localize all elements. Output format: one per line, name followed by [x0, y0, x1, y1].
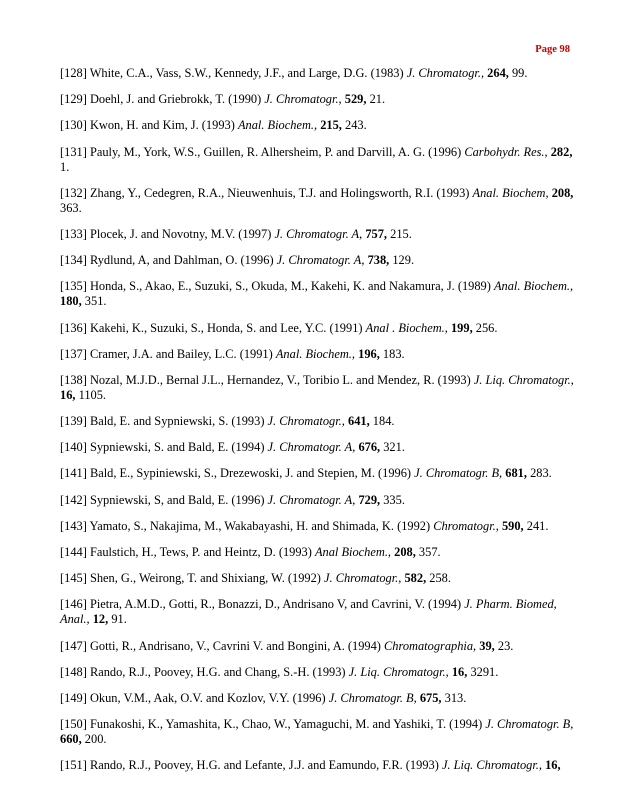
- reference-entry: [60, 545, 580, 560]
- reference-authors: Funakoshi, K., Yamashita, K., Chao, W., Yamaguchi, M. and Yashiki, T. (1994): [89, 717, 486, 732]
- reference-number: [151]: [60, 758, 87, 773]
- reference-number: [132]: [60, 185, 87, 200]
- reference-entry: [60, 639, 580, 654]
- reference-pages: 258.: [429, 571, 451, 586]
- reference-authors: Rydlund, A, and Dahlman, O. (1996): [89, 253, 277, 268]
- reference-number: [131]: [60, 144, 87, 159]
- reference-authors: Sypniewski, S, and Bald, E. (1996): [89, 492, 268, 507]
- reference-pages: 23.: [497, 638, 514, 653]
- reference-volume: 282,: [550, 144, 573, 159]
- reference-authors: Doehl, J. and Griebrokk, T. (1990): [89, 92, 265, 107]
- reference-volume: 39,: [479, 638, 495, 653]
- reference-authors: Pauly, M., York, W.S., Guillen, R. Alhersheim, P. and Darvill, A. G. (1996): [89, 144, 465, 159]
- reference-pages: 241.: [526, 518, 549, 533]
- reference-journal: J. Liq. Chromatogr.,: [348, 664, 449, 679]
- reference-entry: [60, 66, 580, 81]
- reference-pages: 215.: [390, 226, 412, 241]
- reference-authors: Rando, R.J., Poovey, H.G. and Chang, S.-H. (1993): [89, 664, 349, 679]
- reference-pages: 184.: [372, 414, 395, 429]
- reference-volume: 16,: [545, 758, 561, 773]
- reference-journal: J. Chromatogr. A,: [274, 226, 363, 241]
- reference-journal: J. Chromatogr.,: [267, 414, 345, 429]
- reference-pages: 3291.: [470, 664, 499, 679]
- reference-pages: 283.: [530, 466, 552, 481]
- reference-pages: 1.: [60, 159, 70, 174]
- reference-number: [140]: [60, 440, 87, 455]
- reference-number: [128]: [60, 66, 87, 80]
- reference-volume: 16,: [60, 387, 76, 402]
- reference-pages: 243.: [345, 118, 367, 133]
- reference-volume: 641,: [348, 414, 370, 429]
- reference-number: [139]: [60, 414, 87, 429]
- reference-number: [142]: [60, 492, 87, 507]
- reference-number: [150]: [60, 717, 87, 732]
- reference-authors: Bald, E. and Sypniewski, S. (1993): [89, 414, 268, 429]
- reference-number: [135]: [60, 279, 87, 294]
- reference-number: [138]: [60, 372, 87, 387]
- reference-entry: [60, 373, 580, 403]
- reference-entry: [60, 118, 580, 133]
- reference-entry: [60, 691, 580, 706]
- reference-journal: J. Chromatogr. A,: [276, 253, 365, 268]
- reference-volume: 590,: [501, 518, 524, 533]
- reference-volume: 12,: [92, 612, 109, 627]
- reference-number: [134]: [60, 253, 87, 268]
- reference-pages: 183.: [382, 346, 405, 361]
- reference-pages: 321.: [383, 440, 405, 455]
- reference-pages: 91.: [111, 612, 127, 627]
- reference-pages: 256.: [475, 320, 498, 335]
- reference-entry: [60, 253, 580, 268]
- reference-volume: 681,: [505, 466, 527, 481]
- reference-journal: J. Liq. Chromatogr.,: [473, 372, 574, 387]
- reference-journal: Anal. Biochem.,: [493, 279, 574, 294]
- page-number: Page 98: [535, 44, 570, 55]
- reference-journal: J. Chromatogr. B,: [414, 466, 503, 481]
- reference-entry: [60, 347, 580, 362]
- reference-entry: [60, 758, 580, 773]
- reference-volume: 199,: [450, 320, 473, 335]
- reference-journal: Carbohydr. Res.,: [464, 144, 548, 159]
- reference-volume: 729,: [358, 492, 381, 507]
- reference-volume: 196,: [358, 346, 380, 361]
- reference-journal: J. Chromatogr.,: [324, 571, 402, 586]
- reference-journal: J. Chromatogr.,: [406, 66, 485, 80]
- reference-entry: [60, 493, 580, 508]
- reference-entry: [60, 145, 580, 175]
- reference-volume: 264,: [487, 66, 509, 80]
- reference-entry: [60, 186, 580, 216]
- reference-volume: 675,: [419, 690, 442, 705]
- reference-number: [141]: [60, 466, 87, 481]
- reference-journal: J. Liq. Chromatogr.,: [441, 758, 542, 773]
- reference-entry: [60, 279, 580, 309]
- reference-volume: 215,: [320, 118, 342, 133]
- reference-entry: [60, 227, 580, 242]
- reference-authors: Plocek, J. and Novotny, M.V. (1997): [89, 226, 275, 241]
- reference-number: [130]: [60, 118, 87, 133]
- reference-number: [143]: [60, 518, 87, 533]
- reference-pages: 200.: [84, 732, 107, 747]
- reference-journal: Anal. Biochem.,: [275, 346, 356, 361]
- reference-journal: Chromatographia,: [384, 638, 477, 653]
- reference-number: [136]: [60, 320, 87, 335]
- reference-entry: [60, 571, 580, 586]
- reference-entry: [60, 665, 580, 680]
- reference-journal: Chromatogr.,: [433, 518, 499, 533]
- reference-journal: J. Chromatogr. B,: [328, 690, 417, 705]
- reference-volume: 738,: [367, 253, 390, 268]
- reference-entry: [60, 717, 580, 747]
- reference-journal: J. Chromatogr.,: [264, 92, 342, 107]
- reference-entry: [60, 466, 580, 481]
- reference-authors: Okun, V.M., Aak, O.V. and Kozlov, V.Y. (1996): [89, 690, 329, 705]
- reference-number: [145]: [60, 571, 87, 586]
- reference-volume: 757,: [365, 226, 388, 241]
- reference-entry: [60, 519, 580, 534]
- reference-journal: Anal . Biochem.,: [365, 320, 448, 335]
- reference-volume: 676,: [358, 440, 381, 455]
- reference-authors: Sypniewski, S. and Bald, E. (1994): [89, 440, 268, 455]
- reference-number: [133]: [60, 226, 87, 241]
- reference-volume: 208,: [394, 545, 416, 559]
- reference-pages: 313.: [444, 690, 467, 705]
- reference-number: [129]: [60, 92, 87, 107]
- reference-journal: J. Chromatogr. A,: [267, 492, 356, 507]
- reference-authors: White, C.A., Vass, S.W., Kennedy, J.F., and Large, D.G. (1983): [89, 66, 407, 80]
- reference-journal: Anal Biochem.,: [314, 545, 392, 559]
- reference-volume: 180,: [60, 294, 82, 309]
- reference-number: [146]: [60, 597, 87, 612]
- reference-pages: 21.: [369, 92, 386, 107]
- reference-pages: 363.: [60, 200, 82, 215]
- reference-entry: [60, 321, 580, 336]
- reference-volume: 16,: [451, 664, 468, 679]
- reference-authors: Kakehi, K., Suzuki, S., Honda, S. and Lee, Y.C. (1991): [89, 320, 366, 335]
- reference-authors: Honda, S., Akao, E., Suzuki, S., Okuda, M., Kakehi, K. and Nakamura, J. (1989): [89, 279, 494, 294]
- reference-authors: Shen, G., Weirong, T. and Shixiang, W. (1992): [89, 571, 325, 586]
- reference-authors: Cramer, J.A. and Bailey, L.C. (1991): [89, 346, 276, 361]
- reference-journal: Anal. Biochem.,: [237, 118, 318, 133]
- reference-volume: 208,: [551, 185, 574, 200]
- reference-authors: Gotti, R., Andrisano, V., Cavrini V. and Bongini, A. (1994): [89, 638, 385, 653]
- reference-authors: Rando, R.J., Poovey, H.G. and Lefante, J.J. and Eamundo, F.R. (1993): [89, 758, 442, 773]
- reference-journal: J. Chromatogr. A,: [267, 440, 356, 455]
- reference-entry: [60, 597, 580, 627]
- reference-pages: 1105.: [78, 387, 107, 402]
- reference-pages: 357.: [418, 545, 441, 559]
- reference-pages: 129.: [392, 253, 415, 268]
- reference-authors: Bald, E., Sypiniewski, S., Drezewoski, J. and Stepien, M. (1996): [89, 466, 415, 481]
- reference-entry: [60, 414, 580, 429]
- reference-volume: 529,: [344, 92, 367, 107]
- reference-number: [148]: [60, 664, 87, 679]
- reference-pages: 335.: [383, 492, 405, 507]
- reference-authors: Faulstich, H., Tews, P. and Heintz, D. (1993): [89, 545, 315, 559]
- reference-volume: 582,: [404, 571, 427, 586]
- reference-number: [144]: [60, 545, 87, 559]
- reference-authors: Pietra, A.M.D., Gotti, R., Bonazzi, D., Andrisano V, and Cavrini, V. (1994): [89, 597, 465, 612]
- reference-pages: 351.: [84, 294, 107, 309]
- reference-list: [60, 66, 580, 785]
- reference-number: [137]: [60, 346, 87, 361]
- reference-journal: J. Pharm. Biomed, Anal.,: [60, 597, 557, 627]
- reference-entry: [60, 440, 580, 455]
- reference-number: [147]: [60, 638, 87, 653]
- reference-entry: [60, 92, 580, 107]
- reference-journal: J. Chromatogr. B,: [485, 717, 574, 732]
- reference-volume: 660,: [60, 732, 82, 747]
- reference-journal: Anal. Biochem,: [472, 185, 549, 200]
- reference-authors: Nozal, M.J.D., Bernal J.L., Hernandez, V., Toribio L. and Mendez, R. (1993): [89, 372, 474, 387]
- reference-number: [149]: [60, 690, 87, 705]
- reference-authors: Kwon, H. and Kim, J. (1993): [89, 118, 238, 133]
- reference-authors: Zhang, Y., Cedegren, R.A., Nieuwenhuis, T.J. and Holingsworth, R.I. (1993): [89, 185, 473, 200]
- reference-pages: 99.: [511, 66, 528, 80]
- reference-authors: Yamato, S., Nakajima, M., Wakabayashi, H. and Shimada, K. (1992): [89, 518, 434, 533]
